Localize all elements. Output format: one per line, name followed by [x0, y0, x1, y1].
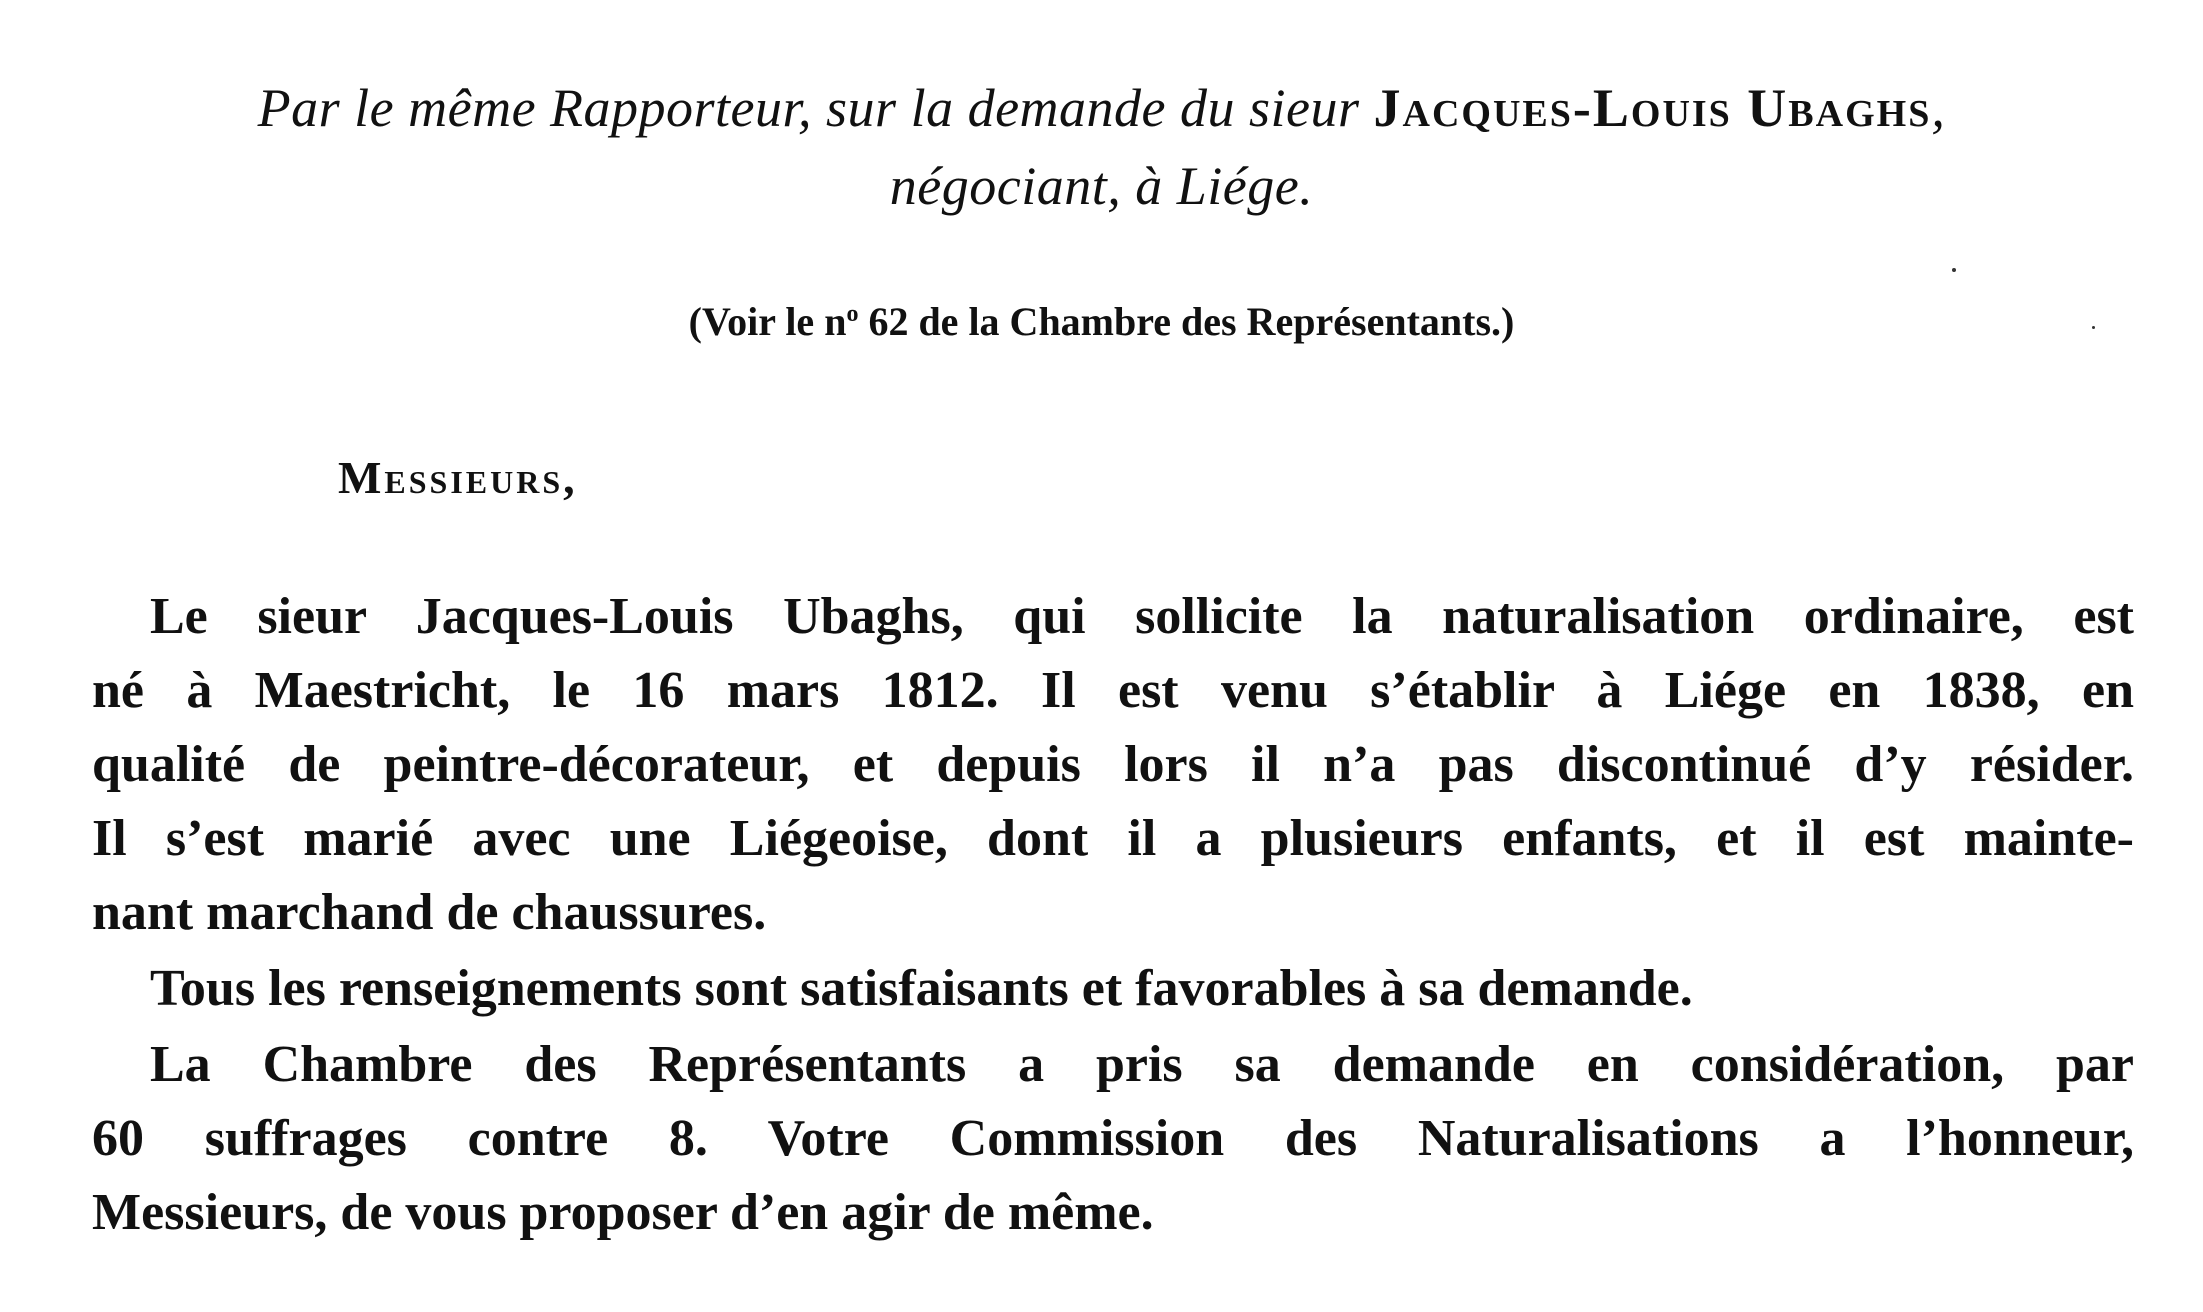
paragraph-2-line-1: Tous les renseignements sont satisfaisants et favorables à sa demande. [150, 960, 1693, 1017]
salutation: Messieurs, [338, 452, 578, 503]
heading-comma: , [1931, 78, 1946, 138]
report-heading-line-2: négociant, à Liége. [889, 156, 1314, 216]
heading-intro: Par le même Rapporteur, sur la demande du sieur [257, 78, 1360, 138]
scan-speck [1952, 268, 1956, 272]
reference-superscript: o [846, 301, 859, 327]
paragraph-1-line-2: né à Maestricht, le 16 mars 1812. Il est venu s’établir à Liége en 1838, en [92, 662, 2134, 719]
report-heading-line-1 [0, 72, 2203, 144]
paragraph-3-line-2: 60 suffrages contre 8. Votre Commission des Naturalisations a l’honneur, [92, 1110, 2134, 1167]
petitioner-name: Jacques-Louis Ubaghs [1373, 78, 1932, 138]
paragraph-1-line-4: Il s’est marié avec une Liégeoise, dont il a plusieurs enfants, et il est mainte- [92, 810, 2134, 867]
reference-prefix: (Voir le n [688, 299, 847, 344]
paragraph-1-line-5: nant marchand de chaussures. [92, 884, 767, 941]
paragraph-3-line-1: La Chambre des Représentants a pris sa demande en considération, par [150, 1036, 2134, 1093]
scan-speck [2092, 326, 2095, 329]
reference-suffix: 62 de la Chambre des Représentants.) [858, 299, 1515, 344]
paragraph-3-line-3: Messieurs, de vous proposer d’en agir de même. [92, 1184, 1154, 1241]
paragraph-1-line-1: Le sieur Jacques-Louis Ubaghs, qui sollicite la naturalisation ordinaire, est [150, 588, 2134, 645]
paragraph-1-line-3: qualité de peintre-décorateur, et depuis lors il n’a pas discontinué d’y résider. [92, 736, 2134, 793]
reference-note [0, 286, 2203, 350]
